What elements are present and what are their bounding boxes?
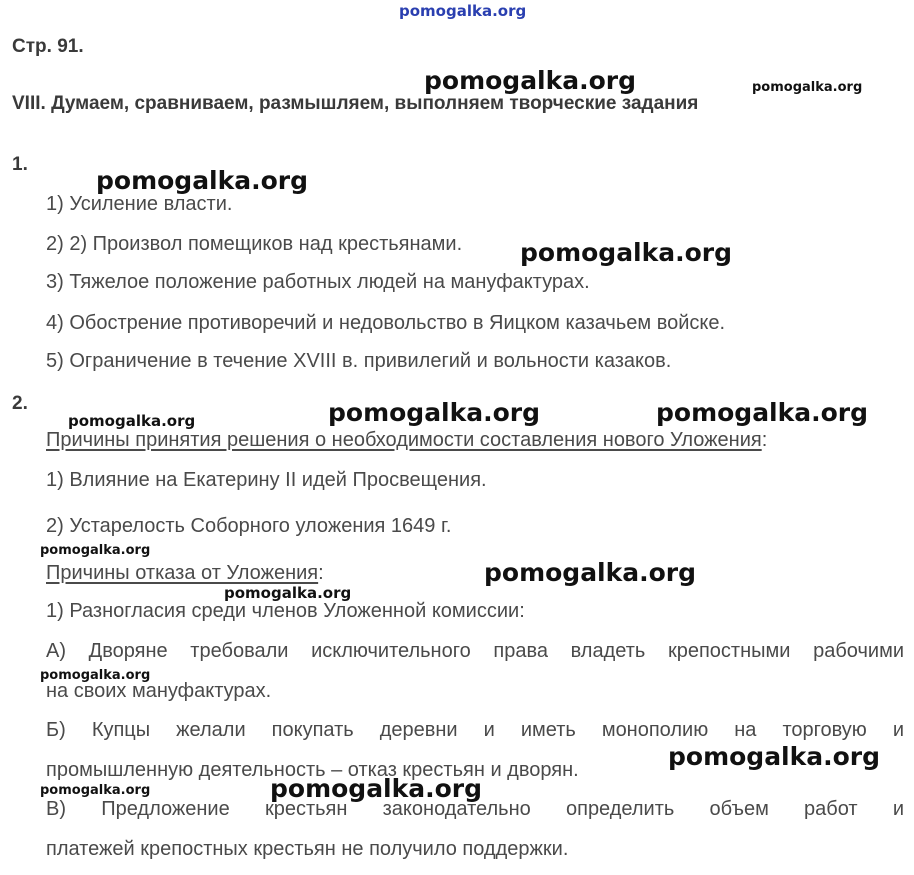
reasons-accept-heading: Причины принятия решения о необходимости составления нового Уложения [46, 429, 762, 451]
task-1-item: 5) Ограничение в течение XVIII в. привилегий и вольности казаков. [46, 350, 672, 372]
reason-reject-item: 1) Разногласия среди членов Уложенной комиссии: [46, 600, 525, 622]
watermark-small: pomogalka.org [68, 412, 196, 430]
reason-reject-item: платежей крепостных крестьян не получило поддержки. [46, 838, 569, 860]
reasons-reject-heading-row [46, 562, 324, 585]
reasons-accept-heading-row [46, 429, 767, 452]
watermark-small: pomogalka.org [40, 668, 151, 683]
colon: : [761, 429, 768, 451]
reason-accept-item: 1) Влияние на Екатерину II идей Просвещения. [46, 469, 487, 491]
watermark: pomogalka.org [484, 558, 697, 587]
watermark: pomogalka.org [424, 66, 637, 95]
watermark: pomogalka.org [328, 398, 541, 427]
watermark-top: pomogalka.org [399, 2, 527, 20]
colon: : [318, 562, 324, 584]
reason-reject-item: Б) Купцы желали покупать деревни и иметь монополию на торговую и [46, 719, 904, 741]
reason-reject-item: А) Дворяне требовали исключительного права владеть крепостными рабочими [46, 640, 904, 662]
watermark-small: pomogalka.org [752, 80, 863, 95]
reason-reject-item: на своих мануфактурах. [46, 680, 272, 702]
watermark-small: pomogalka.org [224, 584, 352, 602]
section-title: VIII. Думаем, сравниваем, размышляем, выполняем творческие задания [12, 93, 699, 114]
task-1-item: 3) Тяжелое положение работных людей на мануфактурах. [46, 271, 590, 293]
watermark: pomogalka.org [520, 238, 733, 267]
reason-accept-item: 2) Устарелость Соборного уложения 1649 г. [46, 515, 452, 537]
watermark-small: pomogalka.org [40, 543, 151, 558]
watermark-small: pomogalka.org [40, 783, 151, 798]
task-2-number: 2. [12, 393, 28, 414]
watermark: pomogalka.org [270, 774, 483, 803]
watermark: pomogalka.org [96, 166, 309, 195]
task-1-item: 1) Усиление власти. [46, 193, 233, 215]
reason-reject-item: промышленную деятельность – отказ крестьян и дворян. [46, 759, 579, 781]
task-1-number: 1. [12, 154, 28, 175]
task-1-item: 4) Обострение противоречий и недовольство в Яицком казачьем войске. [46, 312, 726, 334]
task-1-item: 2) 2) Произвол помещиков над крестьянами. [46, 233, 463, 255]
page-ref: Стр. 91. [12, 36, 84, 57]
reasons-reject-heading: Причины отказа от Уложения [46, 562, 319, 584]
watermark: pomogalka.org [656, 398, 869, 427]
reason-reject-item: В) Предложение крестьян законодательно определить объем работ и [46, 798, 904, 820]
watermark: pomogalka.org [668, 742, 881, 771]
